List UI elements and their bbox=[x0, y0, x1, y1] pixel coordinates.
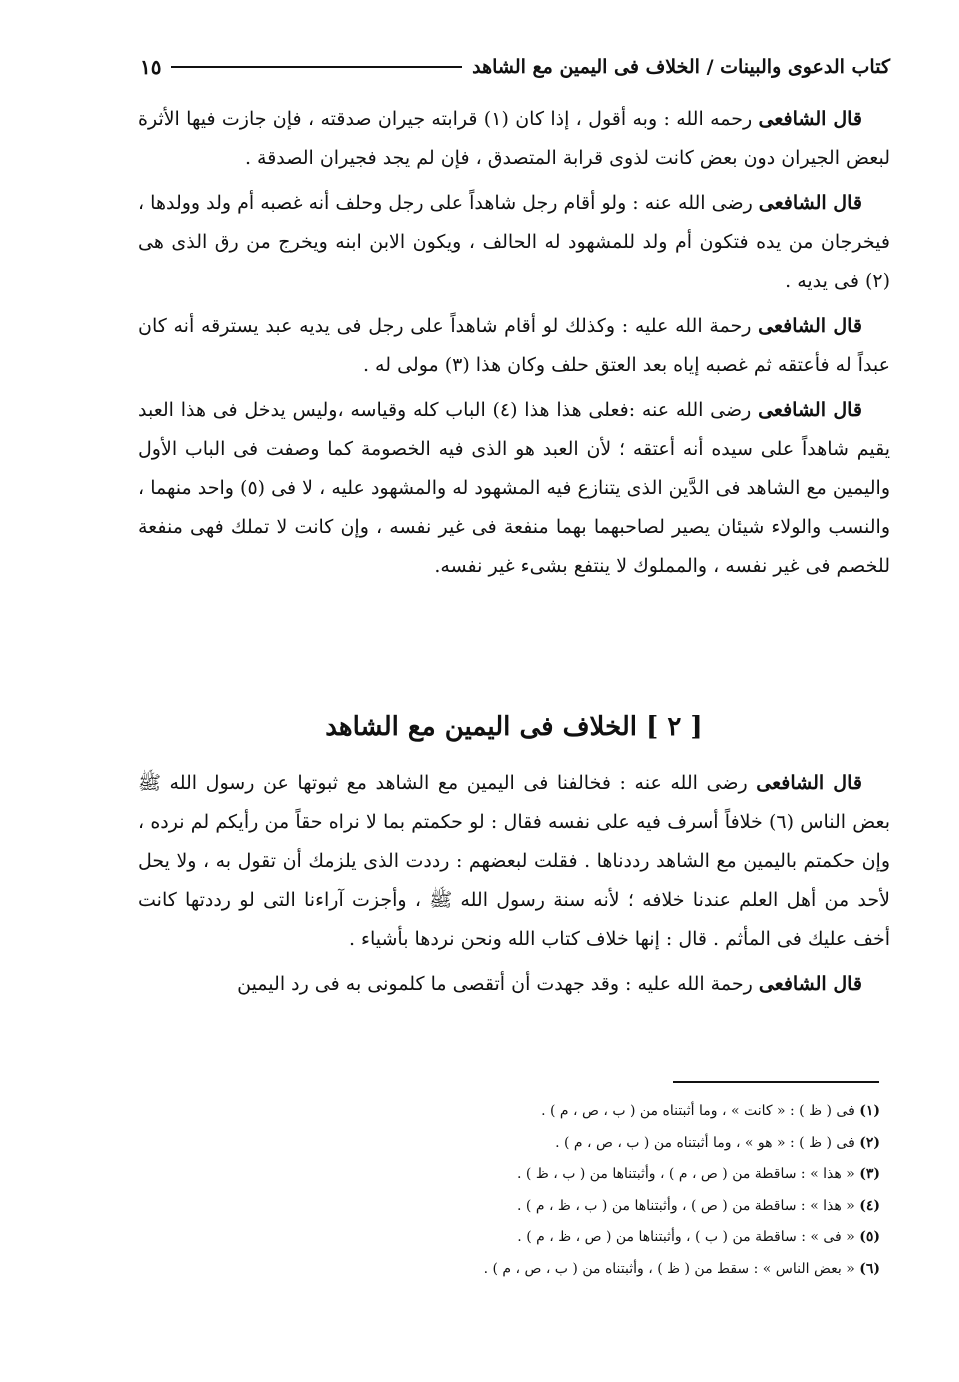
footnote bbox=[300, 1254, 880, 1286]
paragraph-text: رضى الله عنه : فخالفنا فى اليمين مع الشاهد مع ثبوتها عن رسول الله ﷺ بعض الناس (٦) خلافاً أسرف فيه على نفسه فقال : لو حكمتم بما لا نراه حقاً من رأيكم لم نرده ، وإن حكمتم باليمين مع الشاهد رددناها . فقلت لبعضهم : رددت الذى يلزمك أن تقول به ، ولا يحل لأحد من أهل العلم عندنا خلافه ؛ لأنه سنة رسول الله ﷺ ، وأجزت آراءنا التى لو رددتها كانت أخف عليك فى المأثم . قال : إنها خلاف كتاب الله ونحن نردها بأشياء . bbox=[138, 772, 890, 950]
body-text-top bbox=[138, 100, 890, 586]
speaker-label: قال الشافعى bbox=[758, 315, 862, 337]
paragraph bbox=[138, 184, 890, 301]
running-header bbox=[140, 50, 890, 84]
paragraph bbox=[138, 307, 890, 385]
footnote-number: (٤) bbox=[859, 1197, 880, 1214]
section-heading: [ ٢ ] الخلاف فى اليمين مع الشاهد bbox=[325, 712, 703, 742]
footnote bbox=[300, 1159, 880, 1191]
footnote-separator bbox=[673, 1081, 879, 1083]
footnote-text: فى ( ظ ) : « هو » ، وما أثبتناه من ( ب ، ص ، م ) . bbox=[555, 1134, 855, 1151]
footnote-number: (٣) bbox=[859, 1166, 880, 1182]
header-title: كتاب الدعوى والبينات / الخلاف فى اليمين مع الشاهد bbox=[472, 56, 890, 78]
speaker-label: قال الشافعى bbox=[758, 973, 862, 995]
speaker-label: قال الشافعى bbox=[758, 108, 862, 130]
page-number: ١٥ bbox=[140, 55, 162, 79]
footnote bbox=[300, 1096, 880, 1128]
footnotes bbox=[300, 1096, 880, 1285]
paragraph-text: رحمة الله عليه : وقد جهدت أن أتقصى ما كلمونى به فى رد اليمين bbox=[237, 973, 753, 995]
footnote-number: (٦) bbox=[859, 1260, 880, 1277]
footnote-number: (١) bbox=[859, 1103, 880, 1119]
footnote bbox=[300, 1128, 880, 1160]
paragraph bbox=[138, 965, 890, 1004]
footnote-text: فى ( ظ ) : « كانت » ، وما أثبتناه من ( ب ، ص ، م ) . bbox=[541, 1103, 855, 1119]
footnote-number: (٢) bbox=[859, 1134, 880, 1151]
paragraph bbox=[138, 391, 890, 586]
paragraph-text: رضى الله عنه : ولو أقام رجل شاهداً على رجل وحلف أنه غصبه أم ولد وولدها ، فيخرجان من يده فتكون أم ولد للمشهود له الحالف ، ويكون الابن ابنه ويخرج من رق الذى هى (٢) فى يديه . bbox=[138, 192, 890, 292]
paragraph-text: رضى الله عنه :فعلى هذا هذا (٤) الباب كله وقياسه ،وليس يدخل فى هذا العبد يقيم شاهداً على سيده أنه أعتقه ؛ لأن العبد هو الذى فيه الخصومة كما وصفت فى الباب الأول واليمين مع الشاهد فى الدَّين الذى يتنازع فيه المشهود له والمشهود عليه ، لا فى (٥) واحد منهما ، والنسب والولاء شيئان يصير لصاحبهما بهما منفعة فى غير نفسه ، وإن كانت لا تملك فهى منفعة للخصم فى غير نفسه ، والمملوك لا ينتفع بشىء غير نفسه. bbox=[138, 399, 891, 577]
footnote-text: « هذا » : ساقطة من ( ص ، م ) ، وأثبتناها من ( ب ، ظ ) . bbox=[517, 1166, 855, 1182]
header-rule bbox=[171, 66, 462, 68]
speaker-label: قال الشافعى bbox=[756, 772, 862, 794]
speaker-label: قال الشافعى bbox=[758, 399, 862, 421]
body-text-bottom bbox=[138, 764, 890, 1004]
paragraph-text: رحمة الله عليه : وكذلك لو أقام شاهداً على رجل فى يديه عبد يسترقه أنه كان عبداً له فأعتقه ثم غصبه إياه بعد العتق حلف وكان هذا (٣) مولى له . bbox=[138, 315, 890, 376]
footnote bbox=[300, 1191, 880, 1223]
footnote-text: « فى » : ساقطة من ( ب ) ، وأثبتناها من ( ص ، ظ ، م ) . bbox=[517, 1229, 855, 1245]
footnote bbox=[300, 1222, 880, 1254]
paragraph bbox=[138, 100, 890, 178]
paragraph bbox=[138, 764, 890, 959]
speaker-label: قال الشافعى bbox=[758, 192, 862, 214]
footnote-number: (٥) bbox=[859, 1229, 880, 1245]
footnote-text: « بعض الناس » : سقط من ( ظ ) ، وأثبتناه من ( ب ، ص ، م ) . bbox=[483, 1260, 855, 1277]
paragraph-text: رحمه الله : وبه أقول ، إذا كان (١) قرابته جيران صدقته ، فإن جازت فيها الأثرة لبعض الجيران دون بعض كانت لذوى قرابة المتصدق ، فإن لم يجد فجيران الصدقة . bbox=[138, 108, 890, 169]
footnote-text: « هذا » : ساقطة من ( ص ) ، وأثبتناها من ( ب ، ظ ، م ) . bbox=[517, 1197, 855, 1214]
